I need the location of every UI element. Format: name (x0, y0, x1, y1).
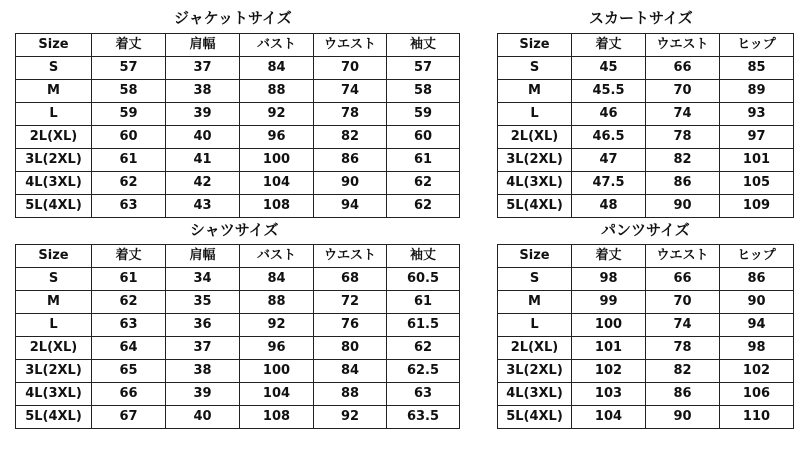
table-row (16, 337, 460, 360)
measurement-cell: 104 (240, 383, 314, 406)
measurement-cell: 106 (720, 383, 794, 406)
measurement-cell: 90 (720, 291, 794, 314)
measurement-cell: 93 (720, 103, 794, 126)
measurement-cell: 40 (166, 126, 240, 149)
measurement-cell: 86 (720, 268, 794, 291)
measurement-cell: 88 (314, 383, 387, 406)
measurement-cell: 57 (92, 57, 166, 80)
header-row (498, 245, 794, 268)
measurement-cell: 60 (92, 126, 166, 149)
measurement-cell: 59 (92, 103, 166, 126)
jacket-size-table (15, 33, 460, 218)
measurement-cell: 96 (240, 337, 314, 360)
measurement-cell: 74 (314, 80, 387, 103)
measurement-cell: 61.5 (387, 314, 460, 337)
size-label-cell: 2L(XL) (498, 337, 572, 360)
measurement-cell: 43 (166, 195, 240, 218)
measurement-cell: 110 (720, 406, 794, 429)
measurement-cell: 94 (314, 195, 387, 218)
measurement-cell: 100 (240, 149, 314, 172)
column-header: ウエスト (314, 34, 387, 57)
table-row (498, 314, 794, 337)
table-row (498, 126, 794, 149)
measurement-cell: 62.5 (387, 360, 460, 383)
measurement-cell: 90 (314, 172, 387, 195)
table-row (498, 406, 794, 429)
size-label-cell: 3L(2XL) (16, 149, 92, 172)
measurement-cell: 42 (166, 172, 240, 195)
measurement-cell: 78 (646, 337, 720, 360)
table-row (16, 195, 460, 218)
size-label-cell: 3L(2XL) (498, 360, 572, 383)
measurement-cell: 82 (314, 126, 387, 149)
size-label-cell: 3L(2XL) (498, 149, 572, 172)
measurement-cell: 46.5 (572, 126, 646, 149)
measurement-cell: 102 (572, 360, 646, 383)
table-row (16, 126, 460, 149)
measurement-cell: 57 (387, 57, 460, 80)
header-row (498, 34, 794, 57)
measurement-cell: 35 (166, 291, 240, 314)
pants-size-table (497, 244, 794, 429)
measurement-cell: 98 (720, 337, 794, 360)
measurement-cell: 37 (166, 337, 240, 360)
size-label-cell: L (498, 314, 572, 337)
size-label-cell: 5L(4XL) (498, 406, 572, 429)
measurement-cell: 47 (572, 149, 646, 172)
measurement-cell: 62 (92, 172, 166, 195)
measurement-cell: 70 (314, 57, 387, 80)
measurement-cell: 61 (387, 149, 460, 172)
size-label-cell: S (16, 57, 92, 80)
column-header: ウエスト (646, 34, 720, 57)
measurement-cell: 92 (240, 314, 314, 337)
table-row (498, 149, 794, 172)
measurement-cell: 90 (646, 406, 720, 429)
size-label-cell: 5L(4XL) (16, 195, 92, 218)
measurement-cell: 64 (92, 337, 166, 360)
measurement-cell: 60 (387, 126, 460, 149)
table-row (498, 383, 794, 406)
column-header: 着丈 (92, 34, 166, 57)
measurement-cell: 62 (387, 337, 460, 360)
measurement-cell: 65 (92, 360, 166, 383)
measurement-cell: 94 (720, 314, 794, 337)
measurement-cell: 86 (646, 172, 720, 195)
shirt-size-table (15, 244, 460, 429)
measurement-cell: 62 (387, 172, 460, 195)
measurement-cell: 96 (240, 126, 314, 149)
size-label-cell: 3L(2XL) (16, 360, 92, 383)
measurement-cell: 89 (720, 80, 794, 103)
measurement-cell: 78 (646, 126, 720, 149)
column-header: 肩幅 (166, 34, 240, 57)
column-header: Size (16, 34, 92, 57)
measurement-cell: 40 (166, 406, 240, 429)
size-label-cell: 4L(3XL) (498, 172, 572, 195)
measurement-cell: 109 (720, 195, 794, 218)
measurement-cell: 63 (92, 195, 166, 218)
measurement-cell: 97 (720, 126, 794, 149)
column-header: ヒップ (720, 245, 794, 268)
column-header: バスト (240, 245, 314, 268)
table-row (16, 383, 460, 406)
column-header: ウエスト (646, 245, 720, 268)
measurement-cell: 39 (166, 103, 240, 126)
size-label-cell: 4L(3XL) (16, 383, 92, 406)
measurement-cell: 100 (572, 314, 646, 337)
column-header: Size (498, 34, 572, 57)
column-header: 着丈 (92, 245, 166, 268)
table-row (498, 360, 794, 383)
measurement-cell: 76 (314, 314, 387, 337)
measurement-cell: 45.5 (572, 80, 646, 103)
measurement-cell: 37 (166, 57, 240, 80)
skirt-size-table (497, 33, 794, 218)
table-row (16, 80, 460, 103)
measurement-cell: 60.5 (387, 268, 460, 291)
size-label-cell: 2L(XL) (498, 126, 572, 149)
column-header: 着丈 (572, 34, 646, 57)
measurement-cell: 74 (646, 314, 720, 337)
measurement-cell: 62 (92, 291, 166, 314)
table-row (16, 406, 460, 429)
column-header: Size (498, 245, 572, 268)
measurement-cell: 38 (166, 360, 240, 383)
measurement-cell: 105 (720, 172, 794, 195)
measurement-cell: 88 (240, 80, 314, 103)
column-header: 袖丈 (387, 245, 460, 268)
size-label-cell: M (498, 80, 572, 103)
measurement-cell: 61 (92, 268, 166, 291)
measurement-cell: 90 (646, 195, 720, 218)
measurement-cell: 66 (92, 383, 166, 406)
measurement-cell: 80 (314, 337, 387, 360)
table-row (498, 57, 794, 80)
header-row (16, 34, 460, 57)
column-header: Size (16, 245, 92, 268)
column-header: バスト (240, 34, 314, 57)
measurement-cell: 92 (314, 406, 387, 429)
measurement-cell: 100 (240, 360, 314, 383)
measurement-cell: 67 (92, 406, 166, 429)
pants-size-title: パンツサイズ (601, 221, 690, 239)
measurement-cell: 46 (572, 103, 646, 126)
column-header: 肩幅 (166, 245, 240, 268)
jacket-size-title: ジャケットサイズ (174, 9, 292, 27)
skirt-size-title: スカートサイズ (589, 9, 693, 27)
size-label-cell: 5L(4XL) (16, 406, 92, 429)
measurement-cell: 78 (314, 103, 387, 126)
measurement-cell: 88 (240, 291, 314, 314)
measurement-cell: 68 (314, 268, 387, 291)
measurement-cell: 101 (572, 337, 646, 360)
measurement-cell: 45 (572, 57, 646, 80)
table-row (16, 57, 460, 80)
measurement-cell: 104 (572, 406, 646, 429)
measurement-cell: 99 (572, 291, 646, 314)
measurement-cell: 70 (646, 291, 720, 314)
measurement-cell: 108 (240, 195, 314, 218)
measurement-cell: 84 (314, 360, 387, 383)
measurement-cell: 72 (314, 291, 387, 314)
measurement-cell: 66 (646, 57, 720, 80)
size-label-cell: L (16, 103, 92, 126)
size-label-cell: M (498, 291, 572, 314)
size-label-cell: 2L(XL) (16, 337, 92, 360)
measurement-cell: 39 (166, 383, 240, 406)
measurement-cell: 98 (572, 268, 646, 291)
measurement-cell: 38 (166, 80, 240, 103)
table-row (16, 360, 460, 383)
column-header: 着丈 (572, 245, 646, 268)
measurement-cell: 86 (646, 383, 720, 406)
size-label-cell: M (16, 80, 92, 103)
size-label-cell: M (16, 291, 92, 314)
measurement-cell: 63 (92, 314, 166, 337)
table-row (16, 268, 460, 291)
table-row (498, 291, 794, 314)
size-label-cell: L (16, 314, 92, 337)
size-label-cell: 4L(3XL) (16, 172, 92, 195)
measurement-cell: 104 (240, 172, 314, 195)
measurement-cell: 108 (240, 406, 314, 429)
measurement-cell: 86 (314, 149, 387, 172)
table-row (16, 291, 460, 314)
size-label-cell: S (16, 268, 92, 291)
measurement-cell: 36 (166, 314, 240, 337)
measurement-cell: 48 (572, 195, 646, 218)
measurement-cell: 101 (720, 149, 794, 172)
size-label-cell: L (498, 103, 572, 126)
table-row (16, 149, 460, 172)
measurement-cell: 61 (387, 291, 460, 314)
size-label-cell: 2L(XL) (16, 126, 92, 149)
table-row (16, 172, 460, 195)
measurement-cell: 82 (646, 149, 720, 172)
measurement-cell: 85 (720, 57, 794, 80)
measurement-cell: 70 (646, 80, 720, 103)
column-header: ウエスト (314, 245, 387, 268)
measurement-cell: 34 (166, 268, 240, 291)
measurement-cell: 47.5 (572, 172, 646, 195)
measurement-cell: 84 (240, 57, 314, 80)
table-row (498, 337, 794, 360)
measurement-cell: 74 (646, 103, 720, 126)
shirt-size-title: シャツサイズ (190, 221, 279, 239)
measurement-cell: 58 (387, 80, 460, 103)
measurement-cell: 103 (572, 383, 646, 406)
table-row (498, 195, 794, 218)
size-label-cell: 4L(3XL) (498, 383, 572, 406)
size-label-cell: S (498, 268, 572, 291)
table-row (498, 80, 794, 103)
measurement-cell: 58 (92, 80, 166, 103)
measurement-cell: 84 (240, 268, 314, 291)
measurement-cell: 63.5 (387, 406, 460, 429)
measurement-cell: 59 (387, 103, 460, 126)
size-label-cell: 5L(4XL) (498, 195, 572, 218)
table-row (16, 314, 460, 337)
column-header: ヒップ (720, 34, 794, 57)
header-row (16, 245, 460, 268)
size-label-cell: S (498, 57, 572, 80)
measurement-cell: 63 (387, 383, 460, 406)
column-header: 袖丈 (387, 34, 460, 57)
table-row (498, 103, 794, 126)
measurement-cell: 62 (387, 195, 460, 218)
measurement-cell: 41 (166, 149, 240, 172)
measurement-cell: 102 (720, 360, 794, 383)
table-row (16, 103, 460, 126)
measurement-cell: 61 (92, 149, 166, 172)
table-row (498, 172, 794, 195)
table-row (498, 268, 794, 291)
measurement-cell: 82 (646, 360, 720, 383)
measurement-cell: 66 (646, 268, 720, 291)
measurement-cell: 92 (240, 103, 314, 126)
